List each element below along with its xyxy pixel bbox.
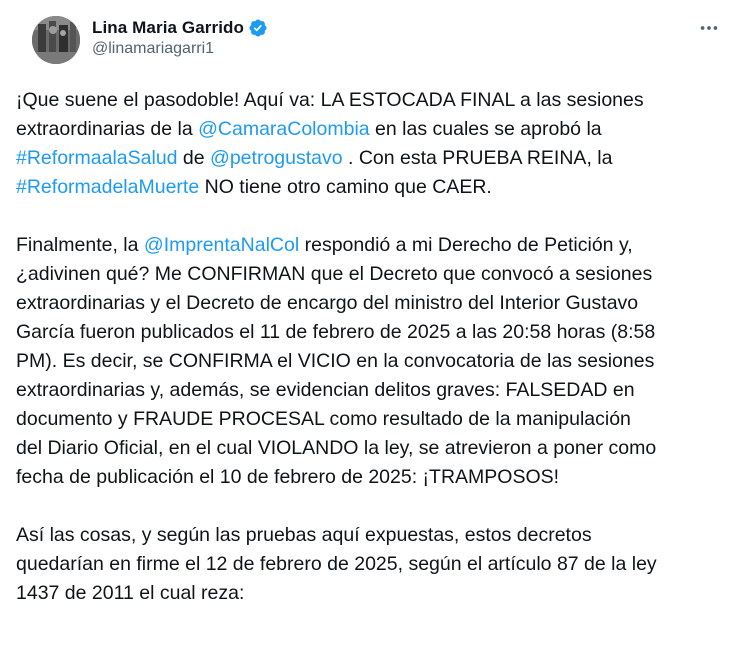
tweet-text-segment: respondió a mi Derecho de Petición y, xyxy=(299,234,633,256)
tweet-line xyxy=(16,115,731,144)
tweet-line xyxy=(16,347,731,376)
tweet-line xyxy=(16,434,731,463)
hashtag-link[interactable]: #ReformaalaSalud xyxy=(16,147,178,169)
tweet-line xyxy=(16,173,731,202)
more-horizontal-icon xyxy=(698,17,720,39)
tweet-paragraph xyxy=(16,231,731,492)
tweet-text-segment: del Diario Oficial, en el cual VIOLANDO la ley, se atrevieron a poner como xyxy=(16,437,657,459)
more-options-button[interactable] xyxy=(695,16,723,40)
tweet-text xyxy=(16,86,731,637)
tweet-text-segment: PM). Es decir, se CONFIRMA el VICIO en la convocatoria de las sesiones xyxy=(16,350,655,372)
tweet-line xyxy=(16,579,731,608)
avatar[interactable] xyxy=(32,16,80,64)
tweet-text-segment: NO tiene otro camino que CAER. xyxy=(199,176,492,198)
tweet-line xyxy=(16,521,731,550)
tweet-line xyxy=(16,231,731,260)
tweet-header xyxy=(16,0,735,72)
mention-link[interactable]: @ImprentaNalCol xyxy=(143,234,300,256)
tweet-line xyxy=(16,144,731,173)
tweet-line xyxy=(16,463,731,492)
tweet-line xyxy=(16,550,731,579)
tweet-text-segment: de xyxy=(177,147,211,169)
tweet-text-segment: quedarían en firme el 12 de febrero de 2025, según el artículo 87 de la ley xyxy=(16,553,657,575)
tweet-text-segment: García fueron publicados el 11 de febrero de 2025 a las 20:58 horas (8:58 xyxy=(16,321,656,343)
tweet-line xyxy=(16,86,731,115)
author-handle[interactable]: @linamariagarri1 xyxy=(92,40,215,57)
tweet-text-segment: Finalmente, la xyxy=(16,234,144,256)
tweet-text-segment: ¿adivinen qué? Me CONFIRMAN que el Decreto que convocó a sesiones xyxy=(16,263,653,285)
name-row xyxy=(92,17,268,39)
tweet-line xyxy=(16,289,731,318)
tweet-line xyxy=(16,318,731,347)
tweet-text-segment: extraordinarias y, además, se evidencian delitos graves: FALSEDAD en xyxy=(16,379,635,401)
tweet-text-segment: ¡Que suene el pasodoble! Aquí va: LA ESTOCADA FINAL a las sesiones xyxy=(16,89,644,111)
tweet-text-segment: extraordinarias y el Decreto de encargo del ministro del Interior Gustavo xyxy=(16,292,639,314)
verified-badge-icon[interactable] xyxy=(248,18,268,38)
tweet-line xyxy=(16,260,731,289)
tweet-text-segment: Así las cosas, y según las pruebas aquí expuestas, estos decretos xyxy=(16,524,592,546)
mention-link[interactable]: @petrogustavo xyxy=(210,147,343,169)
tweet-paragraph xyxy=(16,521,731,608)
tweet-text-segment: 1437 de 2011 el cual reza: xyxy=(16,582,245,604)
tweet-line xyxy=(16,376,731,405)
author-names xyxy=(92,17,268,58)
tweet-text-segment: . Con esta PRUEBA REINA, la xyxy=(342,147,613,169)
hashtag-link[interactable]: #ReformadelaMuerte xyxy=(16,176,200,198)
avatar-image xyxy=(32,16,80,64)
mention-link[interactable]: @CamaraColombia xyxy=(198,118,370,140)
tweet-text-segment: fecha de publicación el 10 de febrero de 2025: ¡TRAMPOSOS! xyxy=(16,466,560,488)
tweet-line xyxy=(16,405,731,434)
tweet-text-segment: extraordinarias de la xyxy=(16,118,199,140)
tweet-text-segment: documento y FRAUDE PROCESAL como resultado de la manipulación xyxy=(16,408,631,430)
tweet-text-segment: en las cuales se aprobó la xyxy=(369,118,602,140)
tweet-paragraph xyxy=(16,86,731,202)
author-display-name[interactable]: Lina Maria Garrido xyxy=(92,18,245,37)
